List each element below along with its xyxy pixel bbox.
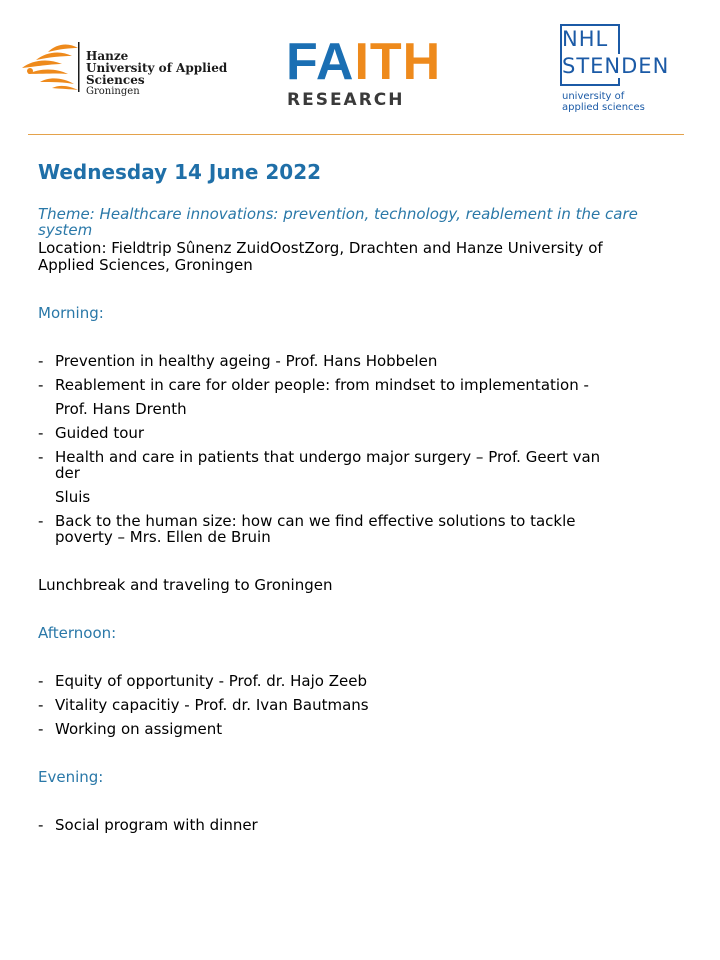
faith-subtitle: RESEARCH — [287, 90, 405, 110]
bullet: - — [38, 376, 44, 394]
item-text: Working on assigment — [55, 720, 223, 738]
evening-heading: Evening: — [38, 768, 104, 786]
bullet: - — [38, 720, 44, 738]
hanze-wordmark — [86, 50, 280, 98]
bullet: - — [38, 424, 44, 442]
bullet: - — [38, 448, 44, 466]
faith-part-2: I — [354, 33, 370, 91]
nhl-stenden-logo — [558, 22, 678, 118]
item-text: Equity of opportunity - Prof. dr. Hajo Zeeb — [55, 672, 367, 690]
faith-research-logo — [286, 33, 456, 110]
hanze-flame-icon — [18, 38, 84, 96]
item-text: poverty – Mrs. Ellen de Bruin — [55, 528, 271, 546]
header-divider — [28, 134, 684, 135]
nhl-tagline — [562, 91, 645, 113]
location-text: Location: Fieldtrip Sûnenz ZuidOostZorg, Drachten and Hanze University of Applied Sciences, Groningen — [38, 239, 603, 274]
faith-part-1: FA — [286, 33, 355, 91]
item-text: der — [55, 464, 80, 482]
bullet: - — [38, 512, 44, 530]
item-text: Prevention in healthy ageing - Prof. Hans Hobbelen — [55, 352, 438, 370]
item-text: Vitality capacitiy - Prof. dr. Ivan Bautmans — [55, 696, 369, 714]
page-title: Wednesday 14 June 2022 — [38, 160, 322, 184]
header — [0, 0, 720, 136]
nhl-line-2: STENDEN — [562, 54, 670, 78]
item-text: Prof. Hans Drenth — [55, 400, 187, 418]
hanze-logo — [18, 38, 280, 98]
nhl-tagline-2: applied sciences — [562, 102, 645, 113]
item-text: Health and care in patients that undergo major surgery – Prof. Geert van — [55, 448, 601, 466]
lunch-text: Lunchbreak and traveling to Groningen — [38, 576, 333, 594]
hanze-city: Groningen — [86, 86, 140, 97]
bullet: - — [38, 672, 44, 690]
item-text: Social program with dinner — [55, 816, 258, 834]
afternoon-heading: Afternoon: — [38, 624, 117, 642]
theme-text: Theme: Healthcare innovations: prevention, technology, reablement in the care system — [38, 205, 638, 239]
item-text: Back to the human size: how can we find effective solutions to tackle — [55, 512, 576, 530]
hanze-subtitle: University of Applied Sciences — [86, 61, 228, 87]
faith-wordmark — [286, 33, 442, 91]
bullet: - — [38, 696, 44, 714]
item-text: Sluis — [55, 488, 91, 506]
nhl-line-1: NHL — [562, 27, 609, 51]
bullet: - — [38, 816, 44, 834]
morning-heading: Morning: — [38, 304, 104, 322]
hanze-name: Hanze — [86, 49, 129, 63]
bullet: - — [38, 352, 44, 370]
item-text: Reablement in care for older people: from mindset to implementation - — [55, 376, 589, 394]
item-text: Guided tour — [55, 424, 145, 442]
nhl-tagline-1: university of — [562, 91, 625, 102]
faith-part-3: TH — [369, 33, 442, 91]
